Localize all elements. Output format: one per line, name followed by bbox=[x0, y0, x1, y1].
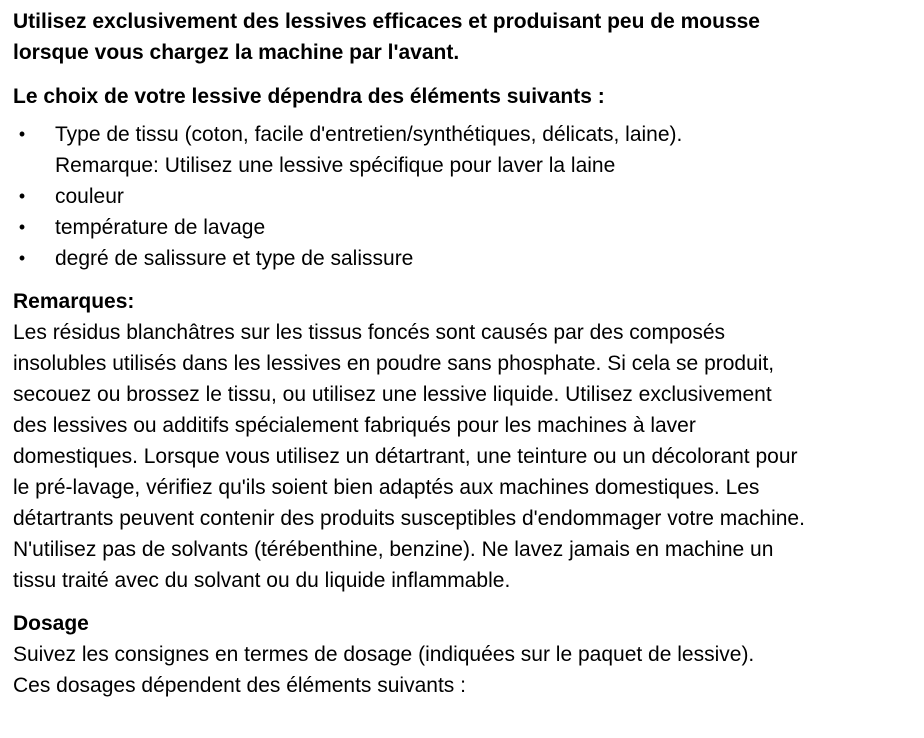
list-item bbox=[13, 119, 924, 181]
remarks-line: secouez ou brossez le tissu, ou utilisez une lessive liquide. Utilisez exclusivement bbox=[13, 383, 772, 406]
intro-line: Utilisez exclusivement des lessives efficaces et produisant peu de mousse bbox=[13, 10, 760, 33]
bullet-icon: • bbox=[18, 217, 26, 237]
criteria-list bbox=[13, 119, 924, 274]
remarks-section bbox=[13, 286, 924, 596]
remarks-paragraph bbox=[13, 317, 924, 596]
list-item-text: température de lavage bbox=[55, 216, 266, 239]
dosage-section bbox=[13, 608, 924, 701]
remarks-line: Les résidus blanchâtres sur les tissus foncés sont causés par des composés bbox=[13, 321, 726, 344]
dosage-heading: Dosage bbox=[13, 612, 89, 635]
bullet-icon: • bbox=[18, 248, 26, 268]
remarks-heading: Remarques: bbox=[13, 290, 135, 313]
remarks-line: domestiques. Lorsque vous utilisez un détartrant, une teinture ou un décolorant pour bbox=[13, 445, 798, 468]
remarks-line: des lessives ou additifs spécialement fabriqués pour les machines à laver bbox=[13, 414, 696, 437]
remarks-line: le pré-lavage, vérifiez qu'ils soient bien adaptés aux machines domestiques. Les bbox=[13, 476, 760, 499]
intro-line: lorsque vous chargez la machine par l'avant. bbox=[13, 41, 460, 64]
remarks-line: tissu traité avec du solvant ou du liquide inflammable. bbox=[13, 569, 511, 592]
choice-heading: Le choix de votre lessive dépendra des éléments suivants : bbox=[13, 85, 605, 108]
list-item-text: Type de tissu (coton, facile d'entretien/synthétiques, délicats, laine). bbox=[55, 123, 683, 146]
intro-paragraph bbox=[13, 6, 924, 68]
bullet-icon: • bbox=[18, 186, 26, 206]
remarks-line: N'utilisez pas de solvants (térébenthine, benzine). Ne lavez jamais en machine un bbox=[13, 538, 774, 561]
list-item-text: degré de salissure et type de salissure bbox=[55, 247, 414, 270]
list-item-text: couleur bbox=[55, 185, 124, 208]
dosage-line: Ces dosages dépendent des éléments suivants : bbox=[13, 674, 466, 697]
list-item-note: Remarque: Utilisez une lessive spécifique pour laver la laine bbox=[55, 154, 616, 177]
dosage-paragraph bbox=[13, 639, 924, 701]
dosage-line: Suivez les consignes en termes de dosage (indiquées sur le paquet de lessive). bbox=[13, 643, 755, 666]
remarks-line: détartrants peuvent contenir des produits susceptibles d'endommager votre machine. bbox=[13, 507, 805, 530]
list-item bbox=[13, 243, 924, 274]
bullet-icon: • bbox=[18, 124, 26, 144]
list-item bbox=[13, 181, 924, 212]
list-item bbox=[13, 212, 924, 243]
remarks-line: insolubles utilisés dans les lessives en poudre sans phosphate. Si cela se produit, bbox=[13, 352, 775, 375]
